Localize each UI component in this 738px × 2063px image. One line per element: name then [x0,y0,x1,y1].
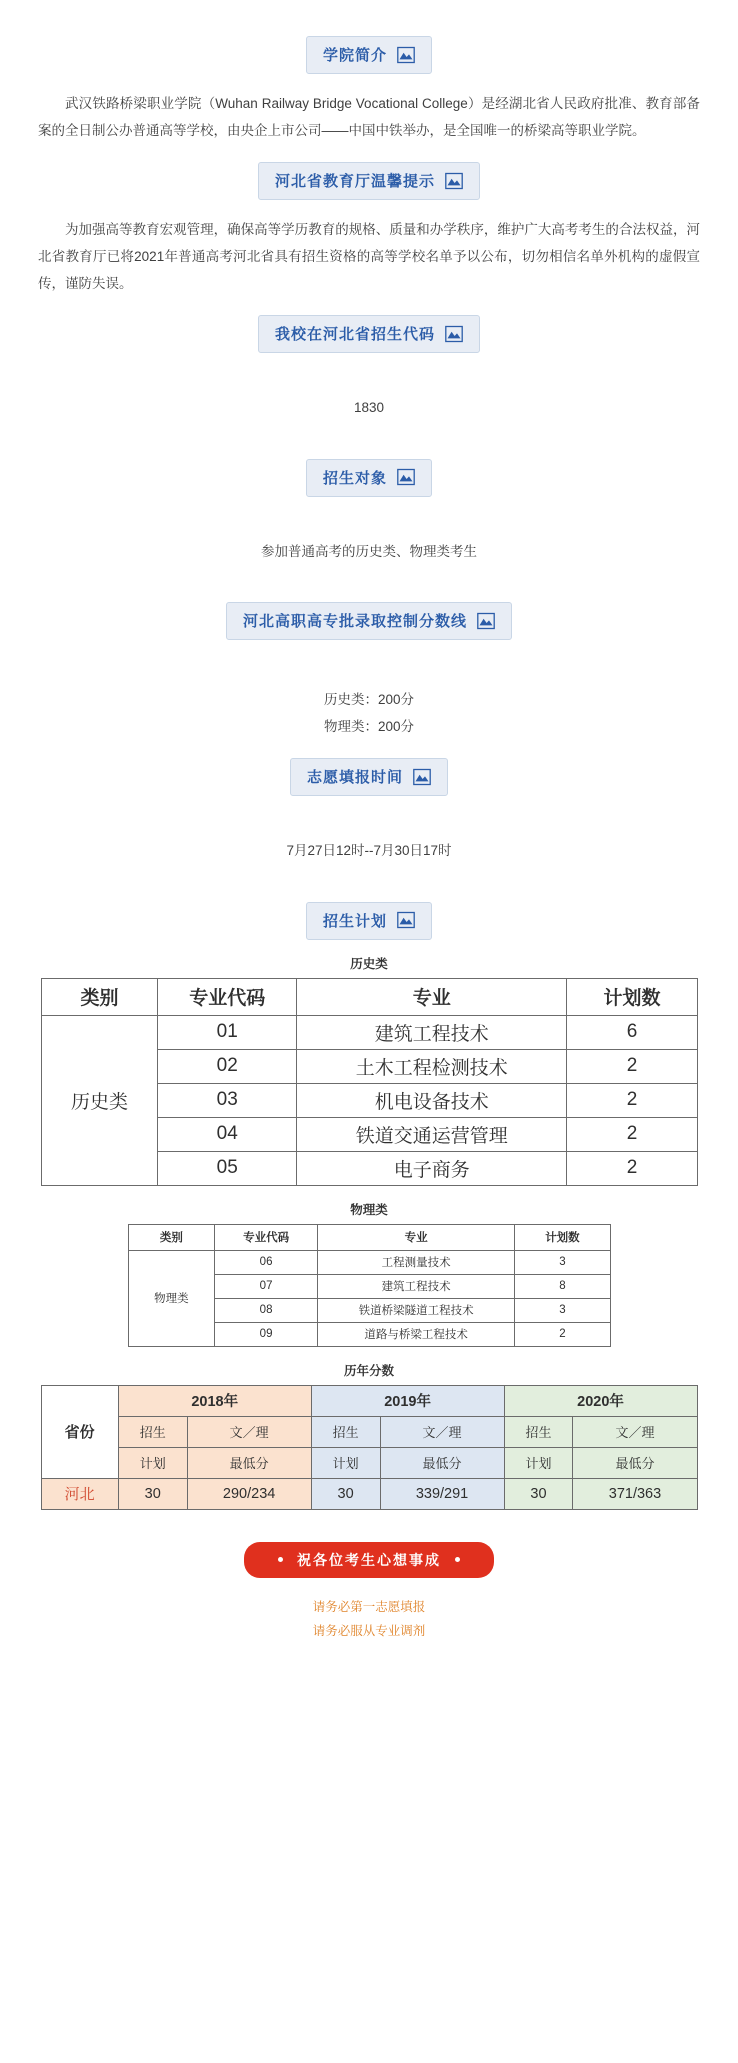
dot-right-icon [455,1557,460,1562]
mountain-photo-icon [445,325,463,343]
table-row [41,1015,697,1049]
pill-intro [306,36,432,74]
major-code: 03 [158,1083,297,1117]
plan-count: 2 [515,1322,610,1346]
plan-count: 2 [567,1049,697,1083]
spacer [0,363,738,385]
section-header-volunteer [0,758,738,796]
th-major: 专业 [317,1224,515,1250]
pill-tip-label: 河北省教育厅温馨提示 [274,173,435,190]
th-year-2020: 2020年 [504,1385,697,1416]
pill-code [258,315,480,353]
major-name: 电子商务 [297,1151,567,1185]
th-major-code: 专业代码 [158,978,297,1015]
spacer [0,574,738,584]
major-code: 08 [215,1298,318,1322]
plan-count: 3 [515,1250,610,1274]
intro-paragraph: 武汉铁路桥梁职业学院（Wuhan Railway Bridge Vocational College）是经湖北省人民政府批准、教育部备案的全日制公办普通高等学校，由央企上市公司——中国中铁举办，是全国唯一的桥梁高等职业学院。 [38,96,700,138]
section-header-score-line [0,602,738,640]
province-name: 河北 [41,1478,118,1509]
category-cell: 历史类 [41,1015,158,1185]
score-2020: 371/363 [573,1478,697,1509]
th-category: 类别 [41,978,158,1015]
dot-left-icon [278,1557,283,1562]
major-name: 建筑工程技术 [317,1274,515,1298]
pill-score-line [226,602,512,640]
th-plan-unit-2020: 计划 [504,1447,573,1478]
years-table-caption: 历年分数 [343,1363,394,1378]
th-plan-2018: 招生 [118,1416,187,1447]
major-code: 04 [158,1117,297,1151]
th-min-score-2018: 最低分 [187,1447,311,1478]
table-header-row [128,1224,610,1250]
table-row [128,1250,610,1274]
plan-2018: 30 [118,1478,187,1509]
plan-count: 8 [515,1274,610,1298]
pill-target-label: 招生对象 [322,469,387,487]
th-plan-unit-2018: 计划 [118,1447,187,1478]
major-name: 铁道交通运营管理 [297,1117,567,1151]
major-code: 07 [215,1274,318,1298]
score-2018: 290/234 [187,1478,311,1509]
th-category: 类别 [128,1224,215,1250]
major-code: 05 [158,1151,297,1185]
category-cell: 物理类 [128,1250,215,1346]
pill-plan [306,902,432,940]
major-code: 02 [158,1049,297,1083]
th-min-score-2019: 最低分 [380,1447,504,1478]
plan-count: 6 [567,1015,697,1049]
plan-count: 2 [567,1117,697,1151]
wish-banner [244,1542,494,1578]
spacer [0,874,738,884]
pill-volunteer [290,758,448,796]
wish-banner-label: 祝各位考生心想事成 [297,1551,441,1568]
wish-banner-wrap [0,1542,738,1578]
th-major: 专业 [297,978,567,1015]
th-score-2018: 文／理 [187,1416,311,1447]
physics-table-caption: 物理类 [350,1202,388,1217]
score-2019: 339/291 [380,1478,504,1509]
table-row [41,1478,697,1509]
section-header-plan [0,902,738,940]
pill-tip [258,162,480,200]
volunteer-time-text: 7月27日12时--7月30日17时 [286,843,452,859]
th-plan-count: 计划数 [515,1224,610,1250]
major-name: 工程测量技术 [317,1250,515,1274]
pill-target [306,459,432,497]
major-name: 铁道桥梁隧道工程技术 [317,1298,515,1322]
footer-note-1: 请务必第一志愿填报 [312,1599,426,1614]
tip-paragraph: 为加强高等教育宏观管理，确保高等学历教育的规格、质量和办学秩序，维护广大高考考生的合法权益，河北省教育厅已将2021年普通高考河北省具有招生资格的高等学校名单予以公布，切勿相信名单外机构的虚假宣传，谨防失误。 [38,222,700,291]
years-score-table [41,1385,698,1510]
th-score-2020: 文／理 [573,1416,697,1447]
major-code: 06 [215,1250,318,1274]
footer-notes [0,1596,738,1644]
spacer [0,431,738,441]
major-code: 01 [158,1015,297,1049]
major-name: 机电设备技术 [297,1083,567,1117]
mountain-photo-icon [413,768,431,786]
section-header-code [0,315,738,353]
th-plan-2019: 招生 [311,1416,380,1447]
th-year-2018: 2018年 [118,1385,311,1416]
plan-count: 2 [567,1083,697,1117]
section-header-intro [0,36,738,74]
th-plan-unit-2019: 计划 [311,1447,380,1478]
spacer [0,806,738,828]
mountain-photo-icon [445,172,463,190]
major-name: 土木工程检测技术 [297,1049,567,1083]
pill-score-line-label: 河北高职高专批录取控制分数线 [242,613,467,631]
pill-plan-label: 招生计划 [322,912,387,930]
score-line-history: 历史类：200分 [323,692,415,708]
table-subheader-row-2 [41,1447,697,1478]
history-table-caption: 历史类 [350,956,388,971]
section-header-target [0,459,738,497]
plan-2020: 30 [504,1478,573,1509]
th-min-score-2020: 最低分 [573,1447,697,1478]
mountain-photo-icon [397,468,415,486]
score-line-block [0,686,738,740]
mountain-photo-icon [397,46,415,64]
th-major-code: 专业代码 [215,1224,318,1250]
pill-volunteer-label: 志愿填报时间 [306,769,403,787]
pill-code-label: 我校在河北省招生代码 [274,326,435,343]
spacer [0,650,738,672]
physics-plan-table [128,1224,611,1347]
section-header-tip [0,162,738,200]
th-plan-count: 计划数 [567,978,697,1015]
major-name: 建筑工程技术 [297,1015,567,1049]
score-line-physics: 物理类：200分 [323,719,415,735]
table-subheader-row-1 [41,1416,697,1447]
history-plan-table [41,978,698,1186]
plan-count: 3 [515,1298,610,1322]
target-text: 参加普通高考的历史类、物理类考生 [261,543,477,559]
th-plan-2020: 招生 [504,1416,573,1447]
mountain-photo-icon [397,911,415,929]
major-code: 09 [215,1322,318,1346]
th-score-2019: 文／理 [380,1416,504,1447]
plan-count: 2 [567,1151,697,1185]
th-province: 省份 [41,1385,118,1478]
table-header-row [41,978,697,1015]
table-header-row [41,1385,697,1416]
mountain-photo-icon [477,612,495,630]
th-year-2019: 2019年 [311,1385,504,1416]
admission-code-value: 1830 [353,400,385,415]
plan-2019: 30 [311,1478,380,1509]
pill-intro-label: 学院简介 [322,47,387,64]
spacer [0,507,738,529]
major-name: 道路与桥梁工程技术 [317,1322,515,1346]
footer-note-2: 请务必服从专业调剂 [312,1623,426,1638]
